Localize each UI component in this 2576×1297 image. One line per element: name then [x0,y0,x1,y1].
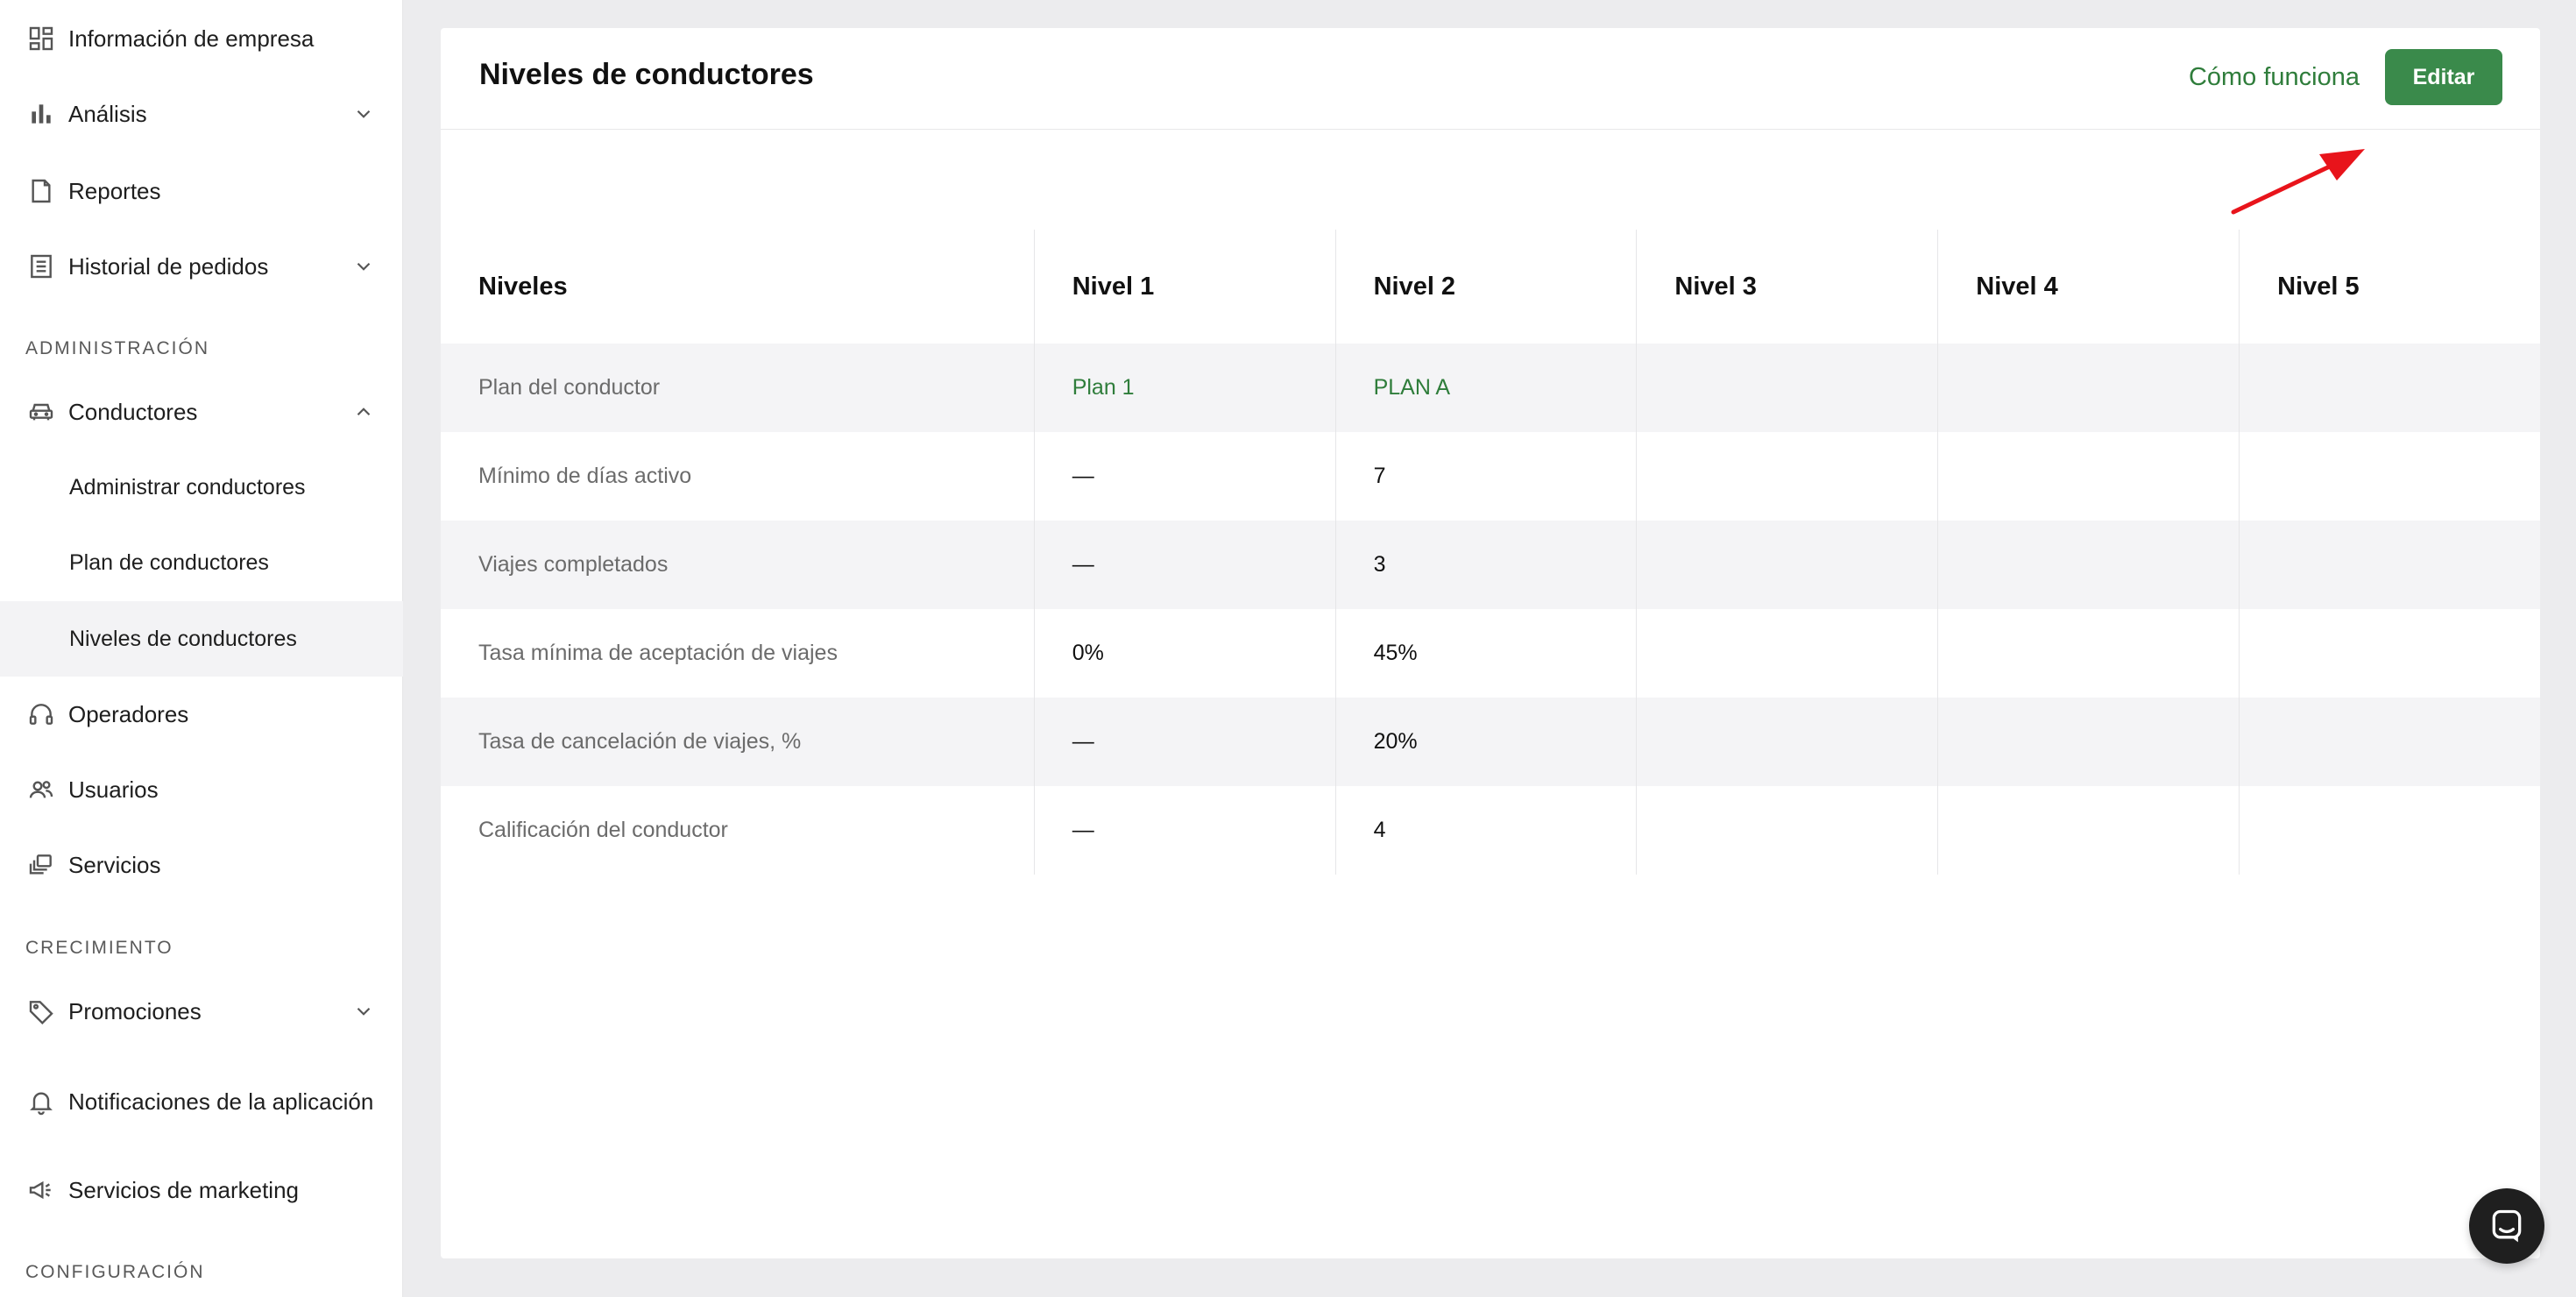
sidebar-item-drivers[interactable] [0,391,403,433]
tag-icon [26,996,56,1026]
column-header: Nivel 5 [2239,230,2540,344]
sidebar-item-company-info[interactable] [0,18,403,60]
table-cell [2239,786,2540,875]
dashboard-icon [26,24,56,53]
row-label: Calificación del conductor [478,818,728,842]
table-row [441,432,2540,521]
column-header: Niveles [478,272,568,301]
table-cell [1937,432,2239,521]
table-cell [1937,344,2239,432]
table-cell: 20% [1335,698,1637,786]
table-cell: 0% [1034,609,1335,698]
page-title: Niveles de conductores [479,58,814,91]
megaphone-icon [26,1175,56,1205]
sidebar-subitem-driver-levels[interactable] [0,601,403,677]
bar-chart-icon [26,99,56,129]
bell-icon [26,1087,56,1116]
table-cell: 7 [1335,432,1637,521]
car-icon [26,397,56,427]
table-cell[interactable]: Plan 1 [1034,344,1335,432]
chevron-up-icon[interactable] [350,399,377,425]
sidebar-item-app-notifications[interactable] [0,1071,403,1132]
table-cell: — [1034,786,1335,875]
sidebar-subitem-label: Administrar conductores [69,474,306,500]
sidebar-item-users[interactable] [0,769,403,811]
section-title-configuration: CONFIGURACIÓN [25,1262,205,1282]
row-label: Tasa mínima de aceptación de viajes [478,641,838,665]
how-it-works-link[interactable]: Cómo funciona [2188,63,2360,91]
sidebar-item-services[interactable] [0,844,403,886]
list-icon [26,252,56,281]
chevron-down-icon[interactable] [350,253,377,280]
users-icon [26,775,56,804]
chat-launcher-button[interactable] [2469,1188,2544,1264]
sidebar-item-label: Historial de pedidos [68,253,269,280]
chevron-down-icon[interactable] [350,998,377,1024]
table-cell [2239,344,2540,432]
sidebar-item-label: Información de empresa [68,25,315,52]
chevron-down-icon[interactable] [350,101,377,127]
document-icon [26,176,56,206]
table-row [441,786,2540,875]
table-cell [1937,521,2239,609]
table-cell [1636,609,1937,698]
sidebar-item-label: Servicios de marketing [68,1177,299,1203]
table-cell: — [1034,521,1335,609]
sidebar-item-label: Usuarios [68,776,159,803]
edit-button[interactable]: Editar [2385,49,2502,105]
sidebar-item-analytics[interactable] [0,93,403,135]
sidebar-subitem-label: Plan de conductores [69,549,269,575]
table-cell: 45% [1335,609,1637,698]
headset-icon [26,699,56,729]
table-header-row [441,230,2540,344]
sidebar-item-order-history[interactable] [0,245,403,287]
column-header: Nivel 4 [1937,230,2239,344]
sidebar-subitem-manage-drivers[interactable] [0,450,403,525]
sidebar [0,0,403,1297]
table-cell [1636,698,1937,786]
table-cell [1937,786,2239,875]
table-cell: 4 [1335,786,1637,875]
section-title-growth: CRECIMIENTO [25,938,173,958]
row-label: Plan del conductor [478,375,661,400]
column-header: Nivel 1 [1034,230,1335,344]
sidebar-item-label: Operadores [68,701,189,727]
sidebar-item-marketing-services[interactable] [0,1169,403,1211]
column-header: Nivel 3 [1636,230,1937,344]
table-cell [2239,609,2540,698]
sidebar-item-promotions[interactable] [0,990,403,1032]
table-row [441,344,2540,432]
table-cell [1636,432,1937,521]
card-header [441,28,2540,130]
table-row [441,609,2540,698]
table-cell[interactable]: PLAN A [1335,344,1637,432]
table-cell [1937,698,2239,786]
chat-icon [2488,1207,2526,1245]
table-cell [1636,521,1937,609]
table-cell: — [1034,432,1335,521]
sidebar-subitem-label: Niveles de conductores [69,626,297,651]
table-row [441,521,2540,609]
table-row [441,698,2540,786]
sidebar-subitem-driver-plan[interactable] [0,525,403,600]
sidebar-item-label: Reportes [68,178,161,204]
driver-levels-table [441,230,2540,875]
sidebar-item-reports[interactable] [0,170,403,212]
annotation-arrow-icon [2228,138,2377,217]
sidebar-item-label: Notificaciones de la aplicación [68,1088,374,1115]
row-label: Tasa de cancelación de viajes, % [478,729,802,754]
column-header: Nivel 2 [1335,230,1637,344]
sidebar-item-label: Conductores [68,399,198,425]
section-title-administration: ADMINISTRACIÓN [25,338,210,358]
table-cell: 3 [1335,521,1637,609]
table-cell [2239,698,2540,786]
table-cell [1636,344,1937,432]
table-cell [2239,432,2540,521]
sidebar-item-label: Promociones [68,998,202,1024]
table-cell: — [1034,698,1335,786]
table-cell [1636,786,1937,875]
row-label: Mínimo de días activo [478,464,692,488]
sidebar-item-label: Servicios [68,852,161,878]
driver-levels-card [441,28,2540,1258]
table-cell [1937,609,2239,698]
row-label: Viajes completados [478,552,669,577]
table-cell [2239,521,2540,609]
sidebar-item-label: Análisis [68,101,147,127]
sidebar-item-operators[interactable] [0,693,403,735]
services-icon [26,850,56,880]
